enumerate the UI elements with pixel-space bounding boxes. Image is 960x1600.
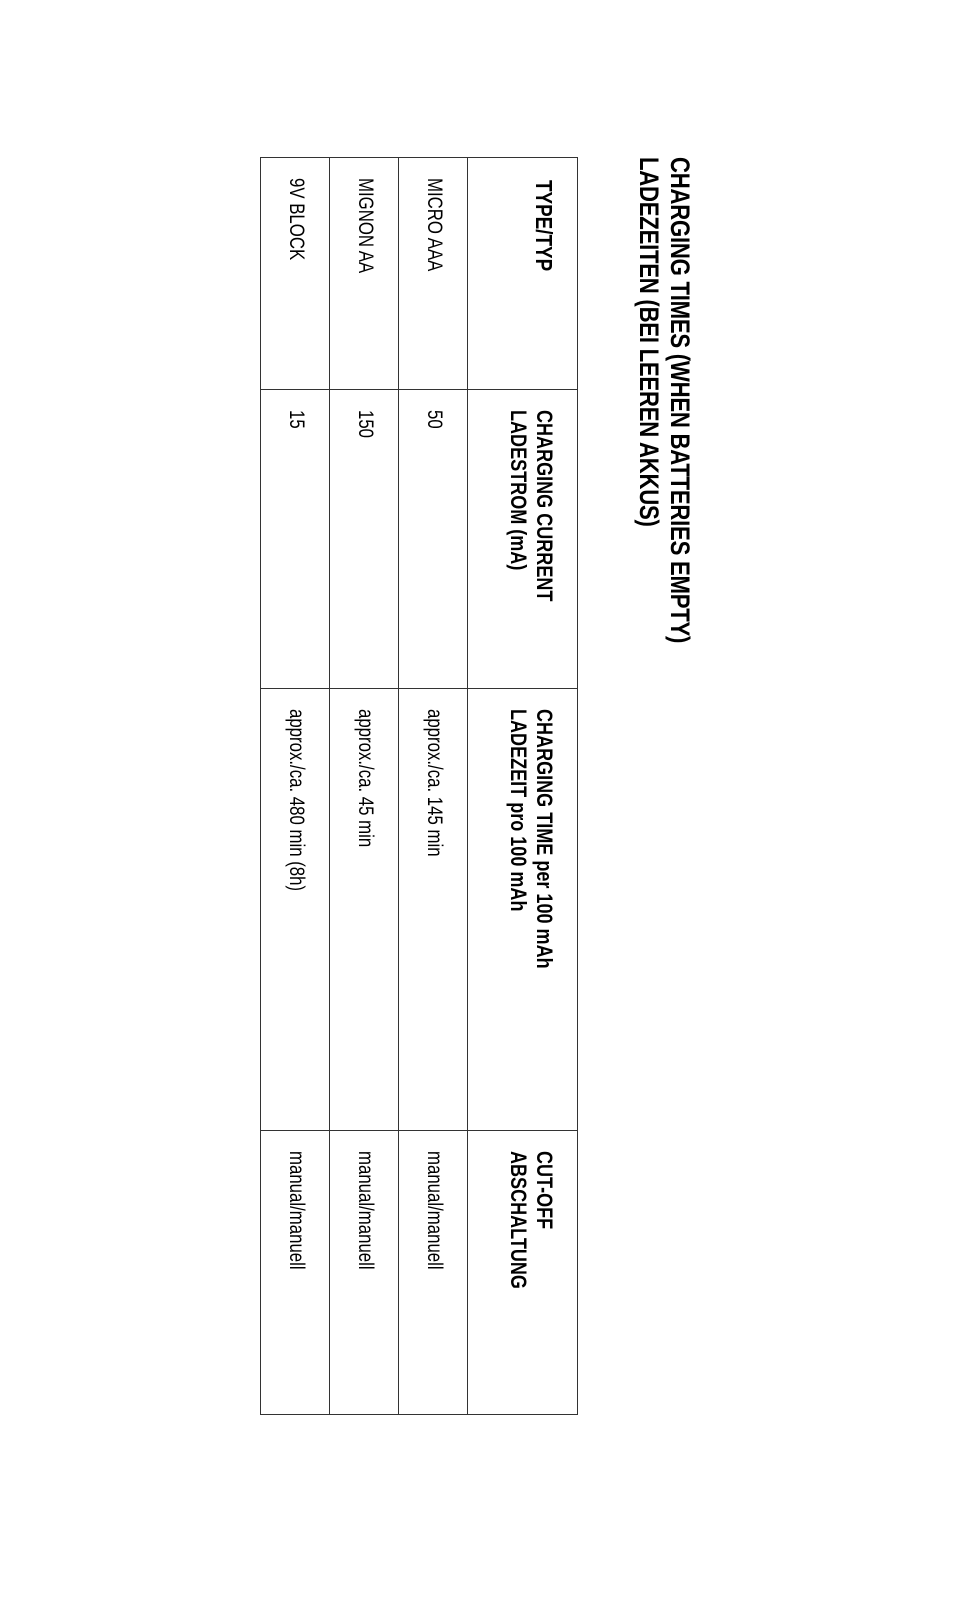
header-type-label: TYPE/TYP <box>531 180 557 272</box>
header-charging-time <box>468 689 578 1131</box>
heading-line-german: LADEZEITEN (BEI LEEREN AKKUS) <box>634 157 664 527</box>
cell-current <box>330 390 399 689</box>
cell-text: 9V BLOCK <box>285 178 308 261</box>
cell-time <box>261 689 330 1131</box>
cell-text: MICRO AAA <box>423 178 446 272</box>
table-header-row <box>468 158 578 1415</box>
cell-text: approx./ca. 480 min (8h) <box>285 709 308 892</box>
header-charging-time-de: LADEZEIT pro 100 mAh <box>506 709 531 912</box>
rotated-page-content <box>265 157 695 1417</box>
cell-text: 150 <box>354 410 377 439</box>
table-row <box>261 158 330 1415</box>
cell-text: 50 <box>423 410 446 429</box>
cell-text: approx./ca. 45 min <box>354 709 377 848</box>
header-type <box>468 158 578 390</box>
cell-text: manual/manuell <box>354 1151 377 1270</box>
table-row <box>330 158 399 1415</box>
cell-text: 15 <box>285 410 308 429</box>
page-heading <box>595 157 695 1417</box>
heading-line-english: CHARGING TIMES (WHEN BATTERIES EMPTY) <box>665 157 695 644</box>
header-cut-off <box>468 1131 578 1415</box>
charging-times-table <box>260 157 578 1415</box>
cell-text: manual/manuell <box>285 1151 308 1270</box>
table-row <box>399 158 468 1415</box>
cell-text: MIGNON AA <box>354 178 377 274</box>
cell-type <box>261 158 330 390</box>
cell-current <box>399 390 468 689</box>
cell-time <box>330 689 399 1131</box>
header-charging-current <box>468 390 578 689</box>
cell-text: manual/manuell <box>423 1151 446 1270</box>
cell-cutoff <box>399 1131 468 1415</box>
cell-type <box>399 158 468 390</box>
cell-type <box>330 158 399 390</box>
cell-cutoff <box>330 1131 399 1415</box>
header-cut-off-en: CUT-OFF <box>532 1151 557 1230</box>
header-cut-off-de: ABSCHALTUNG <box>506 1151 531 1289</box>
header-charging-current-en: CHARGING CURRENT <box>532 410 557 602</box>
header-charging-current-de: LADESTROM (mA) <box>506 410 531 571</box>
cell-current <box>261 390 330 689</box>
cell-text: approx./ca. 145 min <box>423 709 446 857</box>
cell-cutoff <box>261 1131 330 1415</box>
header-charging-time-en: CHARGING TIME per 100 mAh <box>532 709 557 969</box>
cell-time <box>399 689 468 1131</box>
